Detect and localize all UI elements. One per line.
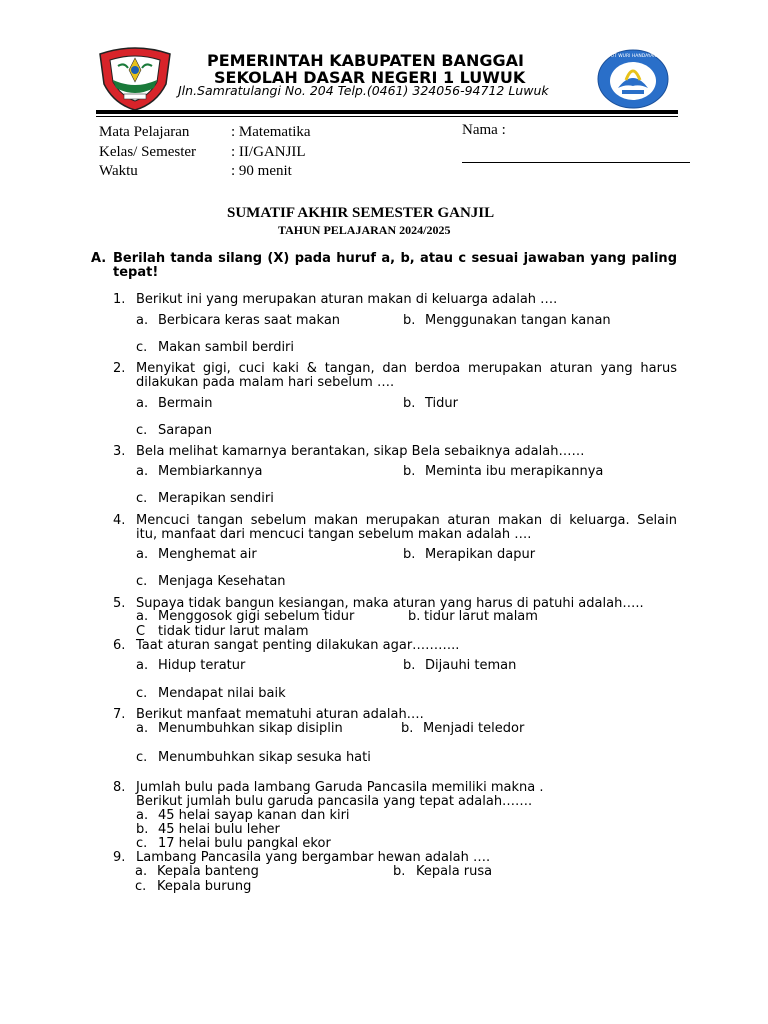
question-text: Mencuci tangan sebelum makan merupakan aturan makan di keluarga. Selain xyxy=(136,513,677,528)
question-text: Jumlah bulu pada lambang Garuda Pancasila memiliki makna . xyxy=(136,780,544,795)
option-a[interactable]: Membiarkannya xyxy=(158,464,263,479)
subject-value: : Matematika xyxy=(231,124,311,140)
option-c[interactable]: Merapikan sendiri xyxy=(158,491,274,506)
question-number: 7. xyxy=(113,707,126,722)
question-number: 9. xyxy=(113,850,126,865)
question-text: Berikut jumlah bulu garuda pancasila yang tepat adalah……. xyxy=(136,794,533,809)
option-letter: b. xyxy=(403,547,416,562)
option-c[interactable]: 17 helai bulu pangkal ekor xyxy=(158,836,331,851)
option-letter: a. xyxy=(136,313,149,328)
option-c[interactable]: Mendapat nilai baik xyxy=(158,686,286,701)
question-number: 5. xyxy=(113,596,126,611)
option-letter: a. xyxy=(136,609,149,624)
option-letter: c. xyxy=(136,686,148,701)
option-letter: a. xyxy=(135,864,148,879)
option-letter: c. xyxy=(136,836,148,851)
section-instruction-line1: Berilah tanda silang (X) pada huruf a, b, atau c sesuai jawaban yang paling xyxy=(113,251,677,266)
question-text: itu, manfaat dari mencuci tangan sebelum makan adalah …. xyxy=(136,527,532,542)
option-b[interactable]: Menjadi teledor xyxy=(423,721,525,736)
header-school: SEKOLAH DASAR NEGERI 1 LUWUK xyxy=(214,68,526,87)
option-letter: c. xyxy=(136,423,148,438)
option-b[interactable]: Kepala rusa xyxy=(416,864,493,879)
option-b[interactable]: 45 helai bulu leher xyxy=(158,822,280,837)
option-letter: c. xyxy=(136,750,148,765)
option-letter: a. xyxy=(136,396,149,411)
exam-year: TAHUN PELAJARAN 2024/2025 xyxy=(278,223,451,237)
question-number: 2. xyxy=(113,361,126,376)
header-address: Jln.Samratulangi No. 204 Telp.(0461) 324056-94712 Luwuk xyxy=(178,83,549,98)
option-letter: b. xyxy=(403,658,416,673)
option-c[interactable]: tidak tidur larut malam xyxy=(158,624,309,639)
class-value: : II/GANJIL xyxy=(231,144,306,160)
section-marker: A. xyxy=(91,251,107,266)
question-number: 6. xyxy=(113,638,126,653)
option-letter: b. xyxy=(136,822,149,837)
question-number: 8. xyxy=(113,780,126,795)
option-letter: c. xyxy=(135,879,147,894)
question-text: Lambang Pancasila yang bergambar hewan adalah …. xyxy=(136,850,491,865)
exam-title: SUMATIF AKHIR SEMESTER GANJIL xyxy=(227,205,495,221)
question-text: dilakukan pada malam hari sebelum …. xyxy=(136,375,395,390)
option-b[interactable]: Dijauhi teman xyxy=(425,658,517,673)
time-value: : 90 menit xyxy=(231,163,292,179)
option-letter: b. xyxy=(403,464,416,479)
subject-label: Mata Pelajaran xyxy=(99,124,190,140)
option-a[interactable]: Berbicara keras saat makan xyxy=(158,313,341,328)
option-letter: c. xyxy=(136,340,148,355)
section-instruction-line2: tepat! xyxy=(113,265,159,280)
name-label: Nama : xyxy=(462,122,506,138)
option-letter: b. xyxy=(403,313,416,328)
option-a[interactable]: Hidup teratur xyxy=(158,658,246,673)
option-c[interactable]: Kepala burung xyxy=(157,879,252,894)
name-blank-line[interactable] xyxy=(462,162,690,163)
option-a[interactable]: Kepala banteng xyxy=(157,864,259,879)
question-text: Supaya tidak bangun kesiangan, maka aturan yang harus di patuhi adalah….. xyxy=(136,596,644,611)
option-letter: a. xyxy=(136,721,149,736)
option-letter: a. xyxy=(136,464,149,479)
option-letter: C xyxy=(136,624,146,639)
option-c[interactable]: Menumbuhkan sikap sesuka hati xyxy=(158,750,371,765)
header-rule-thick xyxy=(96,110,678,114)
tut-wuri-handayani-text: TUT WURI HANDAYANI xyxy=(608,54,658,59)
option-a[interactable]: 45 helai sayap kanan dan kiri xyxy=(158,808,350,823)
option-c[interactable]: Menjaga Kesehatan xyxy=(158,574,286,589)
class-label: Kelas/ Semester xyxy=(99,144,197,160)
question-text: Berikut ini yang merupakan aturan makan di keluarga adalah …. xyxy=(136,292,558,307)
question-text: Menyikat gigi, cuci kaki & tangan, dan berdoa merupakan aturan yang harus xyxy=(136,361,677,376)
question-number: 3. xyxy=(113,444,126,459)
option-c[interactable]: Sarapan xyxy=(158,423,212,438)
option-letter: b. xyxy=(401,721,414,736)
question-text: Bela melihat kamarnya berantakan, sikap Bela sebaiknya adalah…… xyxy=(136,444,585,459)
option-letter: a. xyxy=(136,808,149,823)
question-number: 1. xyxy=(113,292,126,307)
option-a[interactable]: Bermain xyxy=(158,396,213,411)
option-letter: b. xyxy=(403,396,416,411)
question-number: 4. xyxy=(113,513,126,528)
option-letter: a. xyxy=(136,658,149,673)
option-a[interactable]: Menggosok gigi sebelum tidur xyxy=(158,609,355,624)
banggai-emblem-icon xyxy=(96,44,174,112)
question-text: Taat aturan sangat penting dilakukan agar……….. xyxy=(136,638,460,653)
option-letter: a. xyxy=(136,547,149,562)
option-a[interactable]: Menumbuhkan sikap disiplin xyxy=(158,721,343,736)
option-a[interactable]: Menghemat air xyxy=(158,547,257,562)
option-letter: b. xyxy=(393,864,406,879)
question-text: Berikut manfaat mematuhi aturan adalah…. xyxy=(136,707,424,722)
header-government: PEMERINTAH KABUPATEN BANGGAI xyxy=(207,51,524,70)
option-b[interactable]: Meminta ibu merapikannya xyxy=(425,464,604,479)
option-b[interactable]: Menggunakan tangan kanan xyxy=(425,313,611,328)
header-rule-thin xyxy=(96,116,678,117)
option-c[interactable]: Makan sambil berdiri xyxy=(158,340,295,355)
option-letter: c. xyxy=(136,491,148,506)
option-b[interactable]: Merapikan dapur xyxy=(425,547,536,562)
time-label: Waktu xyxy=(99,163,138,179)
option-b[interactable]: tidur larut malam xyxy=(424,609,538,624)
option-letter: b. xyxy=(408,609,421,624)
option-b[interactable]: Tidur xyxy=(425,396,458,411)
option-letter: c. xyxy=(136,574,148,589)
